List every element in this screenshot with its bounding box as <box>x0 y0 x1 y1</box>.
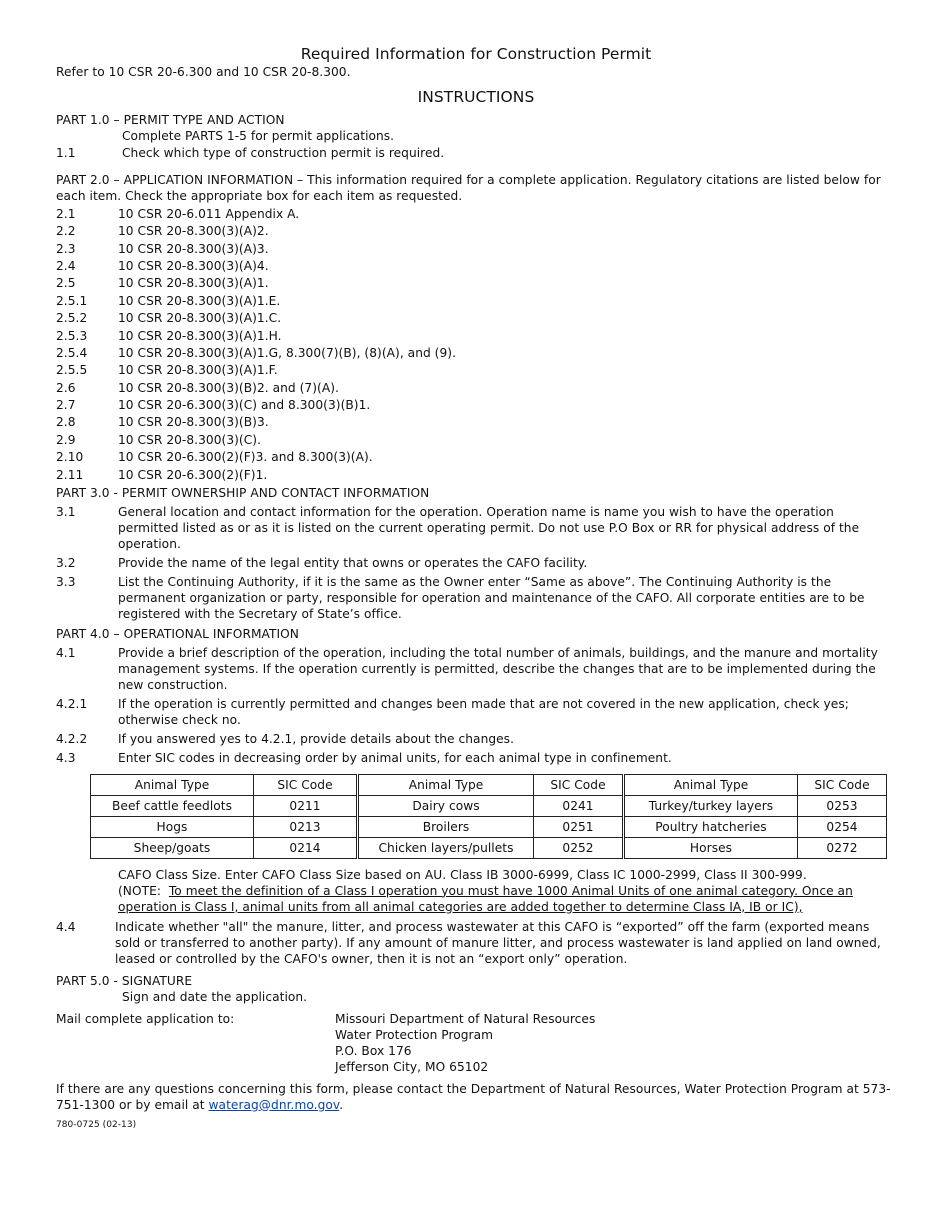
part1-subtext: Complete PARTS 1-5 for permit applications. <box>122 129 395 143</box>
table-header: SIC Code <box>798 774 887 795</box>
item-text: List the Continuing Authority, if it is the same as the Owner enter “Same as above”. The Continuing Authority is the permanent organization or party, responsible for operation and maintenance of the CAFO. All corporate entities are to be registered with the Secretary of State’s office. <box>118 574 865 621</box>
note-prefix: (NOTE: <box>118 883 169 898</box>
list-item <box>56 574 896 622</box>
refer-line: Refer to 10 CSR 20-6.300 and 10 CSR 20-8.300. <box>56 65 351 79</box>
item-number: 4.1 <box>56 645 76 660</box>
cafo-class-text: CAFO Class Size. Enter CAFO Class Size based on AU. Class IB 3000-6999, Class IC 1000-2999, Class II 300-999. <box>118 867 807 882</box>
item-number: 2.2 <box>56 224 76 239</box>
item-number: 3.3 <box>56 574 76 589</box>
list-item <box>56 223 896 239</box>
table-cell: 0213 <box>254 816 358 837</box>
table-cell: Beef cattle feedlots <box>91 795 254 816</box>
item-number: 2.4 <box>56 258 76 273</box>
questions-paragraph <box>56 1081 896 1113</box>
item-number: 4.4 <box>56 919 76 934</box>
item-text: 10 CSR 20-8.300(3)(B)2. and (7)(A). <box>118 380 339 395</box>
address-line: Water Protection Program <box>335 1027 494 1042</box>
list-item <box>56 206 896 222</box>
part5-heading: PART 5.0 - SIGNATURE <box>56 973 193 988</box>
list-item <box>56 504 896 552</box>
document-page <box>56 44 896 1133</box>
list-item <box>56 731 896 747</box>
item-number: 2.5.3 <box>56 328 88 343</box>
list-item <box>56 555 896 571</box>
note-underlined: To meet the definition of a Class I operation you must have 1000 Animal Units of one animal category. Once an operation is Class I, animal units from all animal categories are added together to determine Class IA, IB or IC), <box>118 883 853 914</box>
list-item <box>56 258 896 274</box>
item-number: 1.1 <box>56 146 76 161</box>
item-text: 10 CSR 20-8.300(3)(A)1. <box>118 276 269 291</box>
item-text: 10 CSR 20-6.300(2)(F)3. and 8.300(3)(A). <box>118 450 373 465</box>
table-header: SIC Code <box>534 774 624 795</box>
table-cell: Horses <box>624 837 798 858</box>
cafo-class-size <box>56 867 896 915</box>
item-number: 4.2.2 <box>56 731 88 746</box>
item-number: 2.6 <box>56 380 76 395</box>
item-text: 10 CSR 20-8.300(3)(A)3. <box>118 241 269 256</box>
list-item <box>56 414 896 430</box>
list-item <box>56 328 896 344</box>
form-number: 780-0725 (02-13) <box>56 1119 137 1130</box>
item-number: 3.1 <box>56 504 76 519</box>
part1-heading: PART 1.0 – PERMIT TYPE AND ACTION <box>56 113 285 127</box>
item-text: 10 CSR 20-6.011 Appendix A. <box>118 206 300 221</box>
table-cell: 0251 <box>534 816 624 837</box>
item-text: 10 CSR 20-8.300(3)(A)1.F. <box>118 363 278 378</box>
table-cell: Turkey/turkey layers <box>624 795 798 816</box>
table-header-row <box>91 774 887 795</box>
item-text: 10 CSR 20-8.300(3)(C). <box>118 432 262 447</box>
part4-list <box>56 645 896 766</box>
list-item <box>56 345 896 361</box>
table-cell: 0253 <box>798 795 887 816</box>
item-text: 10 CSR 20-8.300(3)(B)3. <box>118 415 269 430</box>
table-header: Animal Type <box>358 774 534 795</box>
list-item <box>56 919 896 967</box>
item-text: Provide a brief description of the operation, including the total number of animals, buildings, and the manure and mortality management systems. If the operation currently is permitted, describe the changes that are to be implemented during the new construction. <box>118 645 878 692</box>
item-text: 10 CSR 20-6.300(3)(C) and 8.300(3)(B)1. <box>118 398 371 413</box>
item-text: Indicate whether "all" the manure, litter, and process wastewater at this CAFO is “exported” off the farm (exported means sold or transferred to another party). If any amount of manure litter, and process wastewater is land applied on land owned, leased or controlled by the CAFO's owner, then it is not an “export only” operation. <box>115 919 881 966</box>
item-text: Check which type of construction permit is required. <box>122 146 445 161</box>
list-item <box>56 645 896 693</box>
table-header: Animal Type <box>624 774 798 795</box>
page-title: Required Information for Construction Permit <box>300 45 652 63</box>
table-row <box>91 795 887 816</box>
cafo-note <box>118 883 896 915</box>
item-number: 2.5.2 <box>56 311 88 326</box>
item-number: 2.10 <box>56 450 84 465</box>
item-text: 10 CSR 20-6.300(2)(F)1. <box>118 467 268 482</box>
table-row <box>91 816 887 837</box>
item-number: 2.1 <box>56 206 76 221</box>
list-item <box>56 397 896 413</box>
part5-subtext: Sign and date the application. <box>122 989 308 1004</box>
list-item <box>56 696 896 728</box>
mail-address <box>335 1011 595 1075</box>
table-cell: Broilers <box>358 816 534 837</box>
part3-list <box>56 504 896 622</box>
item-text: 10 CSR 20-8.300(3)(A)1.E. <box>118 293 281 308</box>
item-text: 10 CSR 20-8.300(3)(A)4. <box>118 258 269 273</box>
list-item <box>56 467 896 483</box>
email-link[interactable]: waterag@dnr.mo.gov <box>208 1097 340 1112</box>
item-text: Provide the name of the legal entity that owns or operates the CAFO facility. <box>118 555 588 570</box>
list-item <box>56 449 896 465</box>
item-text: 10 CSR 20-8.300(3)(A)1.H. <box>118 328 282 343</box>
table-cell: 0214 <box>254 837 358 858</box>
item-number: 3.2 <box>56 555 76 570</box>
table-cell: Chicken layers/pullets <box>358 837 534 858</box>
item-number: 4.2.1 <box>56 696 88 711</box>
questions-text: If there are any questions concerning this form, please contact the Department of Natural Resources, Water Protection Program at 573-751-1300 or by email at <box>56 1081 891 1112</box>
list-item <box>56 275 896 291</box>
sic-code-table <box>90 774 887 859</box>
part3-heading: PART 3.0 - PERMIT OWNERSHIP AND CONTACT INFORMATION <box>56 485 430 500</box>
item-text: 10 CSR 20-8.300(3)(A)1.C. <box>118 311 282 326</box>
address-line: Missouri Department of Natural Resources <box>335 1011 596 1026</box>
item-text: If the operation is currently permitted and changes been made that are not covered in the new application, check yes; otherwise check no. <box>118 696 849 727</box>
part2-heading: PART 2.0 – APPLICATION INFORMATION – This information required for a complete application. Regulatory citations are listed below for each item. Check the appropriate box for each item as requested. <box>56 173 881 204</box>
item-number: 2.5 <box>56 276 76 291</box>
table-cell: 0272 <box>798 837 887 858</box>
address-line: Jefferson City, MO 65102 <box>335 1059 489 1074</box>
list-item <box>56 362 896 378</box>
table-cell: Sheep/goats <box>91 837 254 858</box>
item-number: 2.5.5 <box>56 363 88 378</box>
table-cell: 0241 <box>534 795 624 816</box>
list-item <box>56 241 896 257</box>
list-item <box>56 310 896 326</box>
list-item <box>56 432 896 448</box>
item-number: 2.5.4 <box>56 345 88 360</box>
mail-label: Mail complete application to: <box>56 1011 235 1026</box>
item-number: 2.8 <box>56 415 76 430</box>
item-text: Enter SIC codes in decreasing order by animal units, for each animal type in confinement. <box>118 750 672 765</box>
instructions-heading: INSTRUCTIONS <box>417 88 535 106</box>
table-cell: 0254 <box>798 816 887 837</box>
list-item <box>56 145 896 161</box>
mailing-address-block <box>56 1011 896 1075</box>
table-row <box>91 837 887 858</box>
list-item <box>56 293 896 309</box>
address-line: P.O. Box 176 <box>335 1043 412 1058</box>
item-number: 2.5.1 <box>56 293 88 308</box>
part2-list <box>56 206 896 483</box>
questions-end: . <box>339 1097 344 1112</box>
table-cell: Dairy cows <box>358 795 534 816</box>
item-number: 2.7 <box>56 398 76 413</box>
item-text: If you answered yes to 4.2.1, provide details about the changes. <box>118 731 514 746</box>
table-cell: Hogs <box>91 816 254 837</box>
table-cell: 0252 <box>534 837 624 858</box>
item-text: 10 CSR 20-8.300(3)(A)1.G, 8.300(7)(B), (8)(A), and (9). <box>118 345 457 360</box>
list-item <box>56 380 896 396</box>
item-number: 4.3 <box>56 750 76 765</box>
table-cell: 0211 <box>254 795 358 816</box>
table-cell: Poultry hatcheries <box>624 816 798 837</box>
table-header: Animal Type <box>91 774 254 795</box>
part4-heading: PART 4.0 – OPERATIONAL INFORMATION <box>56 626 299 641</box>
item-text: 10 CSR 20-8.300(3)(A)2. <box>118 224 269 239</box>
item-text: General location and contact information for the operation. Operation name is name you wish to have the operation permitted listed as or as it is listed on the current operating permit. Do not use P.O Box or RR for physical address of the operation. <box>118 504 860 551</box>
list-item <box>56 750 896 766</box>
item-number: 2.9 <box>56 432 76 447</box>
item-number: 2.3 <box>56 241 76 256</box>
item-number: 2.11 <box>56 467 84 482</box>
table-header: SIC Code <box>254 774 358 795</box>
